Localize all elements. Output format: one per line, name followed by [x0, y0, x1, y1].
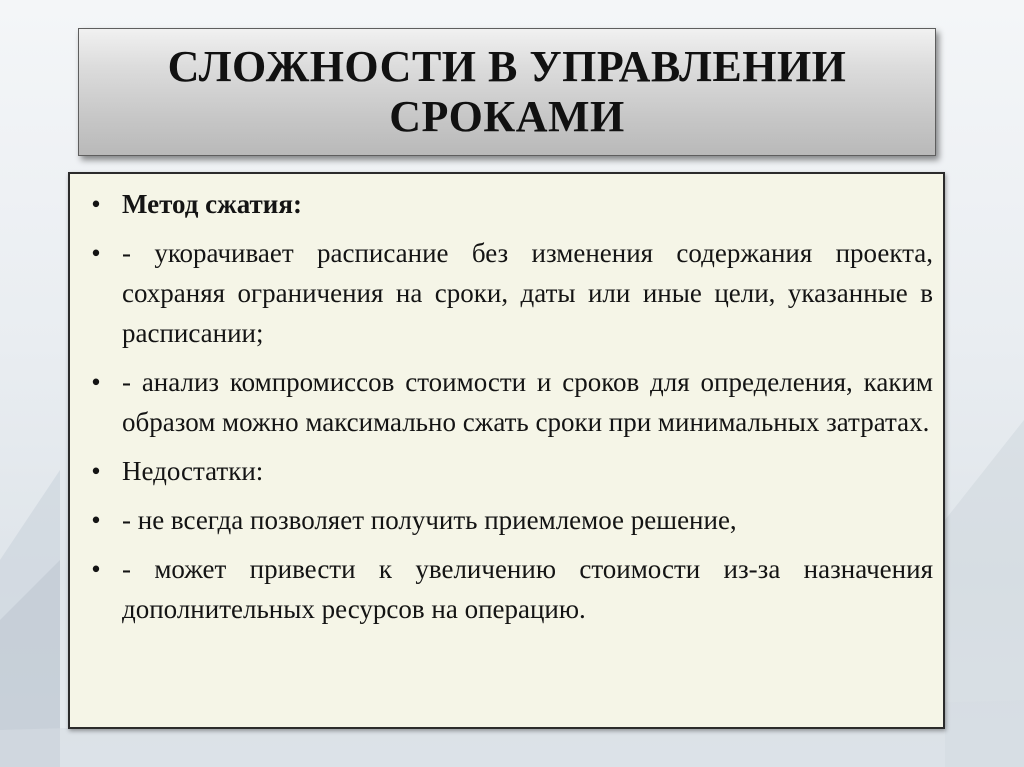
title-banner	[78, 28, 936, 156]
bullet-icon: •	[91, 456, 101, 486]
bullet-text-method: Метод сжатия:	[122, 189, 302, 219]
list-item	[84, 549, 933, 629]
bullet-icon: •	[91, 554, 101, 584]
list-item	[84, 184, 933, 224]
list-item	[84, 362, 933, 442]
list-item	[84, 451, 933, 491]
bullet-text: - не всегда позволяет получить приемлемое решение,	[122, 505, 737, 535]
bullet-text-drawbacks: Недостатки:	[122, 456, 264, 486]
bullet-list	[84, 184, 933, 629]
bullet-text: - укорачивает расписание без изменения содержания проекта, сохраняя ограничения на сроки, даты или иные цели, указанные в расписании;	[122, 238, 933, 348]
content-panel	[68, 172, 945, 729]
bullet-text: - анализ компромиссов стоимости и сроков для определения, каким образом можно максимально сжать сроки при минимальных затратах.	[122, 367, 933, 437]
slide-title: СЛОЖНОСТИ В УПРАВЛЕНИИ СРОКАМИ	[167, 42, 847, 141]
list-item	[84, 500, 933, 540]
bullet-icon: •	[91, 505, 101, 535]
list-item	[84, 233, 933, 353]
bullet-icon: •	[91, 189, 101, 219]
bullet-text: - может привести к увеличению стоимости из-за назначения дополнительных ресурсов на операцию.	[122, 554, 933, 624]
bullet-icon: •	[91, 367, 101, 397]
bullet-icon: •	[91, 238, 101, 268]
